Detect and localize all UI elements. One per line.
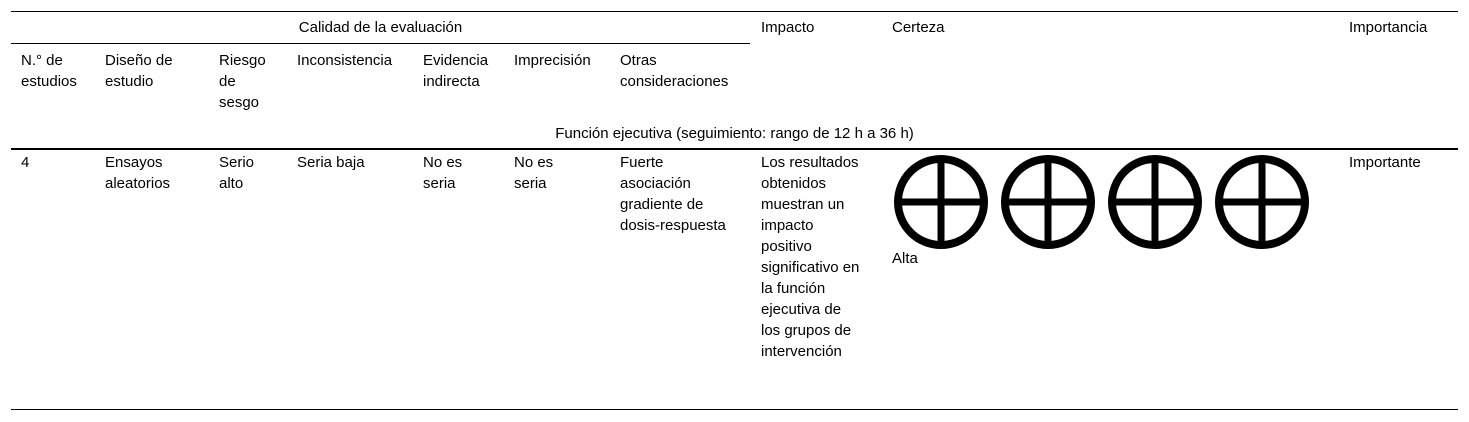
circle-plus-icon bbox=[1106, 153, 1204, 251]
row-num-studies: 4 bbox=[21, 154, 30, 171]
header-risk-of-bias: Riesgo de sesgo bbox=[219, 52, 266, 111]
row-importance: Importante bbox=[1349, 154, 1421, 171]
header-certainty: Certeza bbox=[892, 19, 945, 36]
row-indirect-evidence: No es seria bbox=[423, 154, 463, 192]
header-other-considerations: Otras consideraciones bbox=[620, 52, 729, 90]
row-risk-of-bias: Serio alto bbox=[219, 154, 255, 192]
header-study-design: Diseño de estudio bbox=[105, 52, 173, 90]
circle-plus-icon bbox=[1213, 153, 1311, 251]
row-certainty-label: Alta bbox=[892, 250, 918, 267]
row-other-considerations: Fuerte asociación gradiente de dosis-respuesta bbox=[620, 154, 726, 234]
header-impact: Impacto bbox=[761, 19, 815, 36]
header-importance: Importancia bbox=[1349, 19, 1428, 36]
header-inconsistency: Inconsistencia bbox=[297, 52, 393, 69]
row-impact: Los resultados obtenidos muestran un impacto positivo significativo en la función ejecutiva de los grupos de intervención bbox=[761, 154, 860, 360]
table-top-rule bbox=[11, 11, 1458, 12]
header-indirect-evidence: Evidencia indirecta bbox=[423, 52, 489, 90]
header-num-studies: N.° de estudios bbox=[21, 52, 77, 90]
circle-plus-icon bbox=[892, 153, 990, 251]
section-title: Función ejecutiva (seguimiento: rango de 12 h a 36 h) bbox=[555, 125, 914, 142]
group-header-quality: Calidad de la evaluación bbox=[298, 19, 463, 36]
certainty-rating bbox=[892, 153, 1311, 251]
header-imprecision: Imprecisión bbox=[514, 52, 591, 69]
row-imprecision: No es seria bbox=[514, 154, 554, 192]
section-rule bbox=[11, 148, 1458, 150]
table-bottom-rule bbox=[11, 409, 1458, 410]
circle-plus-icon bbox=[999, 153, 1097, 251]
row-study-design: Ensayos aleatorios bbox=[105, 154, 171, 192]
group-header-underline bbox=[11, 43, 750, 44]
row-inconsistency: Seria baja bbox=[297, 154, 365, 171]
